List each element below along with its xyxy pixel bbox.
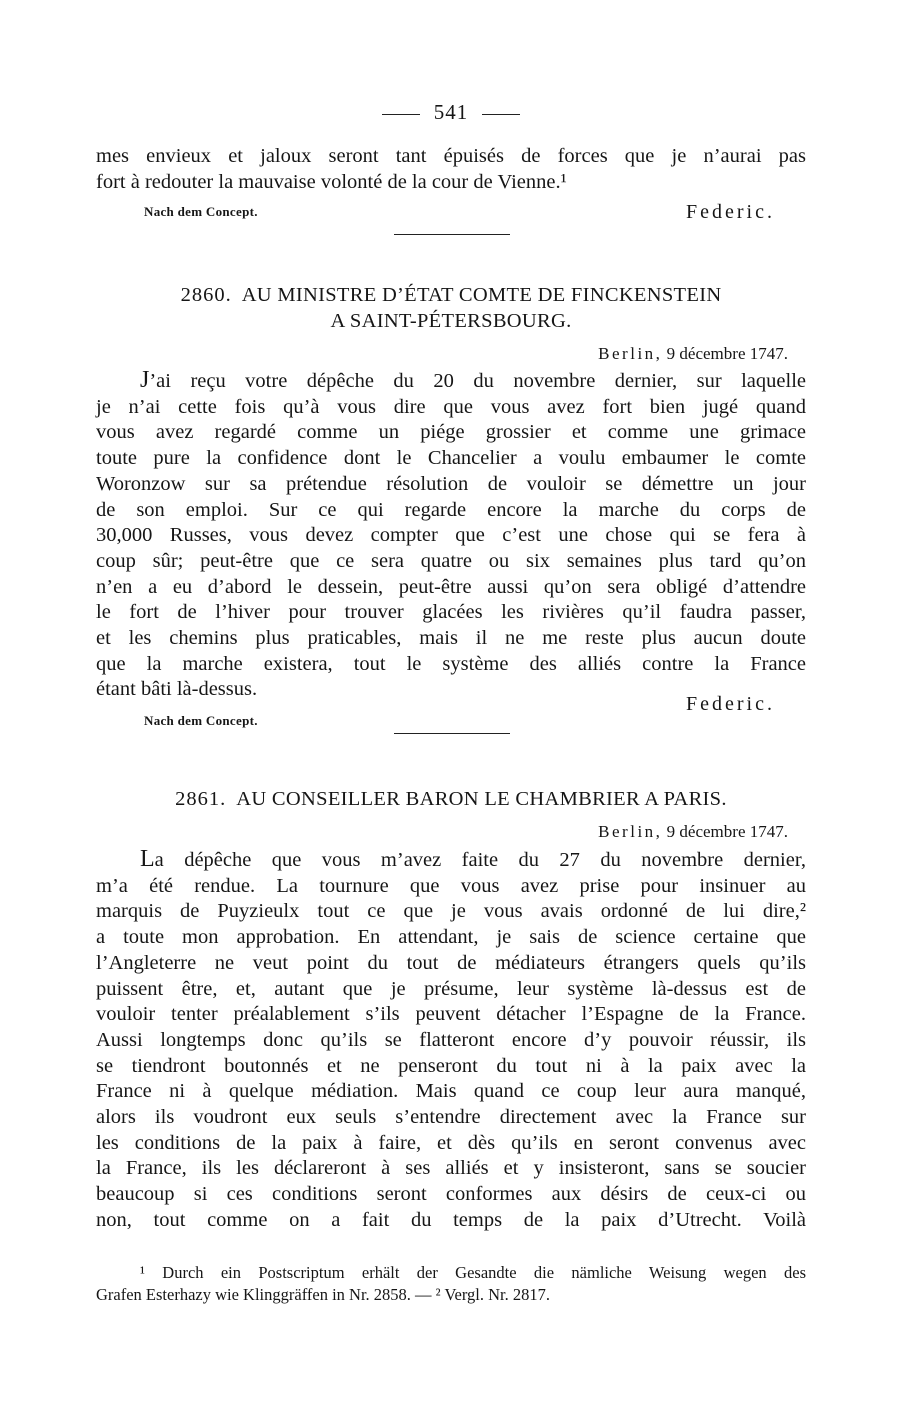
initial-letter: L (140, 846, 155, 872)
text-line: vous avez regardé comme un piége grossier et comme une grimace (96, 421, 806, 444)
text-line: Aussi longtemps donc qu’ils se flatteront encore d’y pouvoir réussir, ils (96, 1028, 806, 1051)
text-line: les conditions de la paix à faire, et dès qu’ils en seront convenus avec (96, 1131, 806, 1154)
continuation-paragraph (96, 144, 806, 195)
letter-number: 2860. (180, 284, 232, 306)
date: 9 décembre 1747. (666, 344, 788, 363)
dateline-2861 (598, 822, 788, 842)
footnote-line: ¹ Durch ein Postscriptum erhält der Gesandte die nämliche Weisung wegen des (140, 1263, 806, 1282)
page-number-text: 541 (433, 100, 469, 124)
text-line: puissent être, et, autant que je présume, leur système là-dessus est de (96, 977, 806, 1000)
footnote-line: Grafen Esterhazy wie Klinggräffen in Nr. 2858. — ² Vergl. Nr. 2817. (96, 1285, 551, 1304)
text-line: la France, ils les déclareront à ses alliés et y insisteront, sans se soucier (96, 1157, 806, 1180)
signature: Federic. (686, 201, 775, 223)
section-divider (394, 234, 510, 235)
text-line: m’a été rendue. La tournure que vous avez prise pour insinuer au (96, 874, 806, 897)
letter-addressee: AU MINISTRE D’ÉTAT COMTE DE FINCKENSTEIN (241, 284, 722, 306)
text-line: beaucoup si ces conditions seront conformes aux désirs de ceux-ci ou (96, 1183, 806, 1206)
text-line: se tiendront boutonnés et ne penseront du tout ni à la paix avec la (96, 1054, 806, 1077)
text-line: de son emploi. Sur ce qui regarde encore la marche du corps de (96, 498, 806, 521)
text-line: l’Angleterre ne veut point du tout de médiateurs étrangers quels qu’ils (96, 951, 806, 974)
page-number-dash-left (382, 114, 420, 115)
text-line: alors ils voudront eux seuls s’entendre directement avec la France sur (96, 1106, 806, 1129)
letter-heading-2860-line2: A SAINT-PÉTERSBOURG. (330, 310, 572, 332)
section-divider (394, 733, 510, 734)
concept-note: Nach dem Concept. (144, 204, 258, 219)
text-line: étant bâti là-dessus. (96, 678, 258, 701)
text-line: France ni à quelque médiation. Mais quand ce coup leur aura manqué, (96, 1080, 806, 1103)
text-line: mes envieux et jaloux seront tant épuisés de forces que je n’aurai pas (96, 145, 806, 167)
document-page (96, 0, 806, 1404)
date-place: Berlin, (598, 344, 663, 363)
text-line: Woronzow sur sa prétendue résolution de vouloir se démettre un jour (96, 472, 806, 495)
page-number-dash-right (482, 114, 520, 115)
letter-number: 2861. (175, 788, 227, 810)
text-line: J’ai reçu votre dépêche du 20 du novembre dernier, sur laquelle (140, 367, 806, 393)
text-line: vouloir tenter préalablement s’ils peuvent détacher l’Espagne de la France. (96, 1003, 806, 1026)
text-line: non, tout comme on a fait du temps de la paix d’Utrecht. Voilà (96, 1208, 806, 1231)
text-line: a toute mon approbation. En attendant, je sais de science certaine que (96, 926, 806, 949)
concept-note: Nach dem Concept. (144, 713, 258, 728)
date-place: Berlin, (598, 822, 663, 841)
letter-heading-2861 (96, 786, 806, 812)
text-line: La dépêche que vous m’avez faite du 27 du novembre dernier, (140, 846, 806, 872)
letter-body-2861 (96, 847, 806, 1234)
text-line: 30,000 Russes, vous devez compter que c’est une chose qui se fera à (96, 524, 806, 547)
letter-addressee: AU CONSEILLER BARON LE CHAMBRIER A PARIS. (236, 788, 727, 810)
dateline-2860 (598, 344, 788, 364)
letter-heading-2860 (96, 282, 806, 308)
text-line: fort à redouter la mauvaise volonté de la cour de Vienne.¹ (96, 170, 567, 193)
text-line: marquis de Puyzieulx tout ce que je vous avais ordonné de lui dire,² (96, 900, 806, 923)
text-line: coup sûr; peut-être que ce sera quatre ou six semaines plus tard qu’on (96, 549, 806, 572)
initial-letter: J (140, 367, 150, 393)
text-line: et les chemins plus praticables, mais il ne me reste plus aucun doute (96, 627, 806, 650)
page-number (96, 98, 806, 126)
text-line: que la marche existera, tout le système des alliés contre la France (96, 652, 806, 675)
signature: Federic. (686, 693, 775, 715)
letter-body-2860 (96, 368, 806, 703)
footnotes (96, 1262, 806, 1306)
text-line: toute pure la confidence dont le Chancelier a voulu embaumer le comte (96, 447, 806, 470)
text-line: je n’ai cette fois qu’à vous dire que vous avez fort bien jugé quand (96, 395, 806, 418)
date: 9 décembre 1747. (666, 822, 788, 841)
text-line: n’en a eu d’abord le dessein, peut-être aussi qu’on sera obligé d’attendre (96, 575, 806, 598)
text-line: le fort de l’hiver pour trouver glacées les rivières qu’il faudra passer, (96, 601, 806, 624)
